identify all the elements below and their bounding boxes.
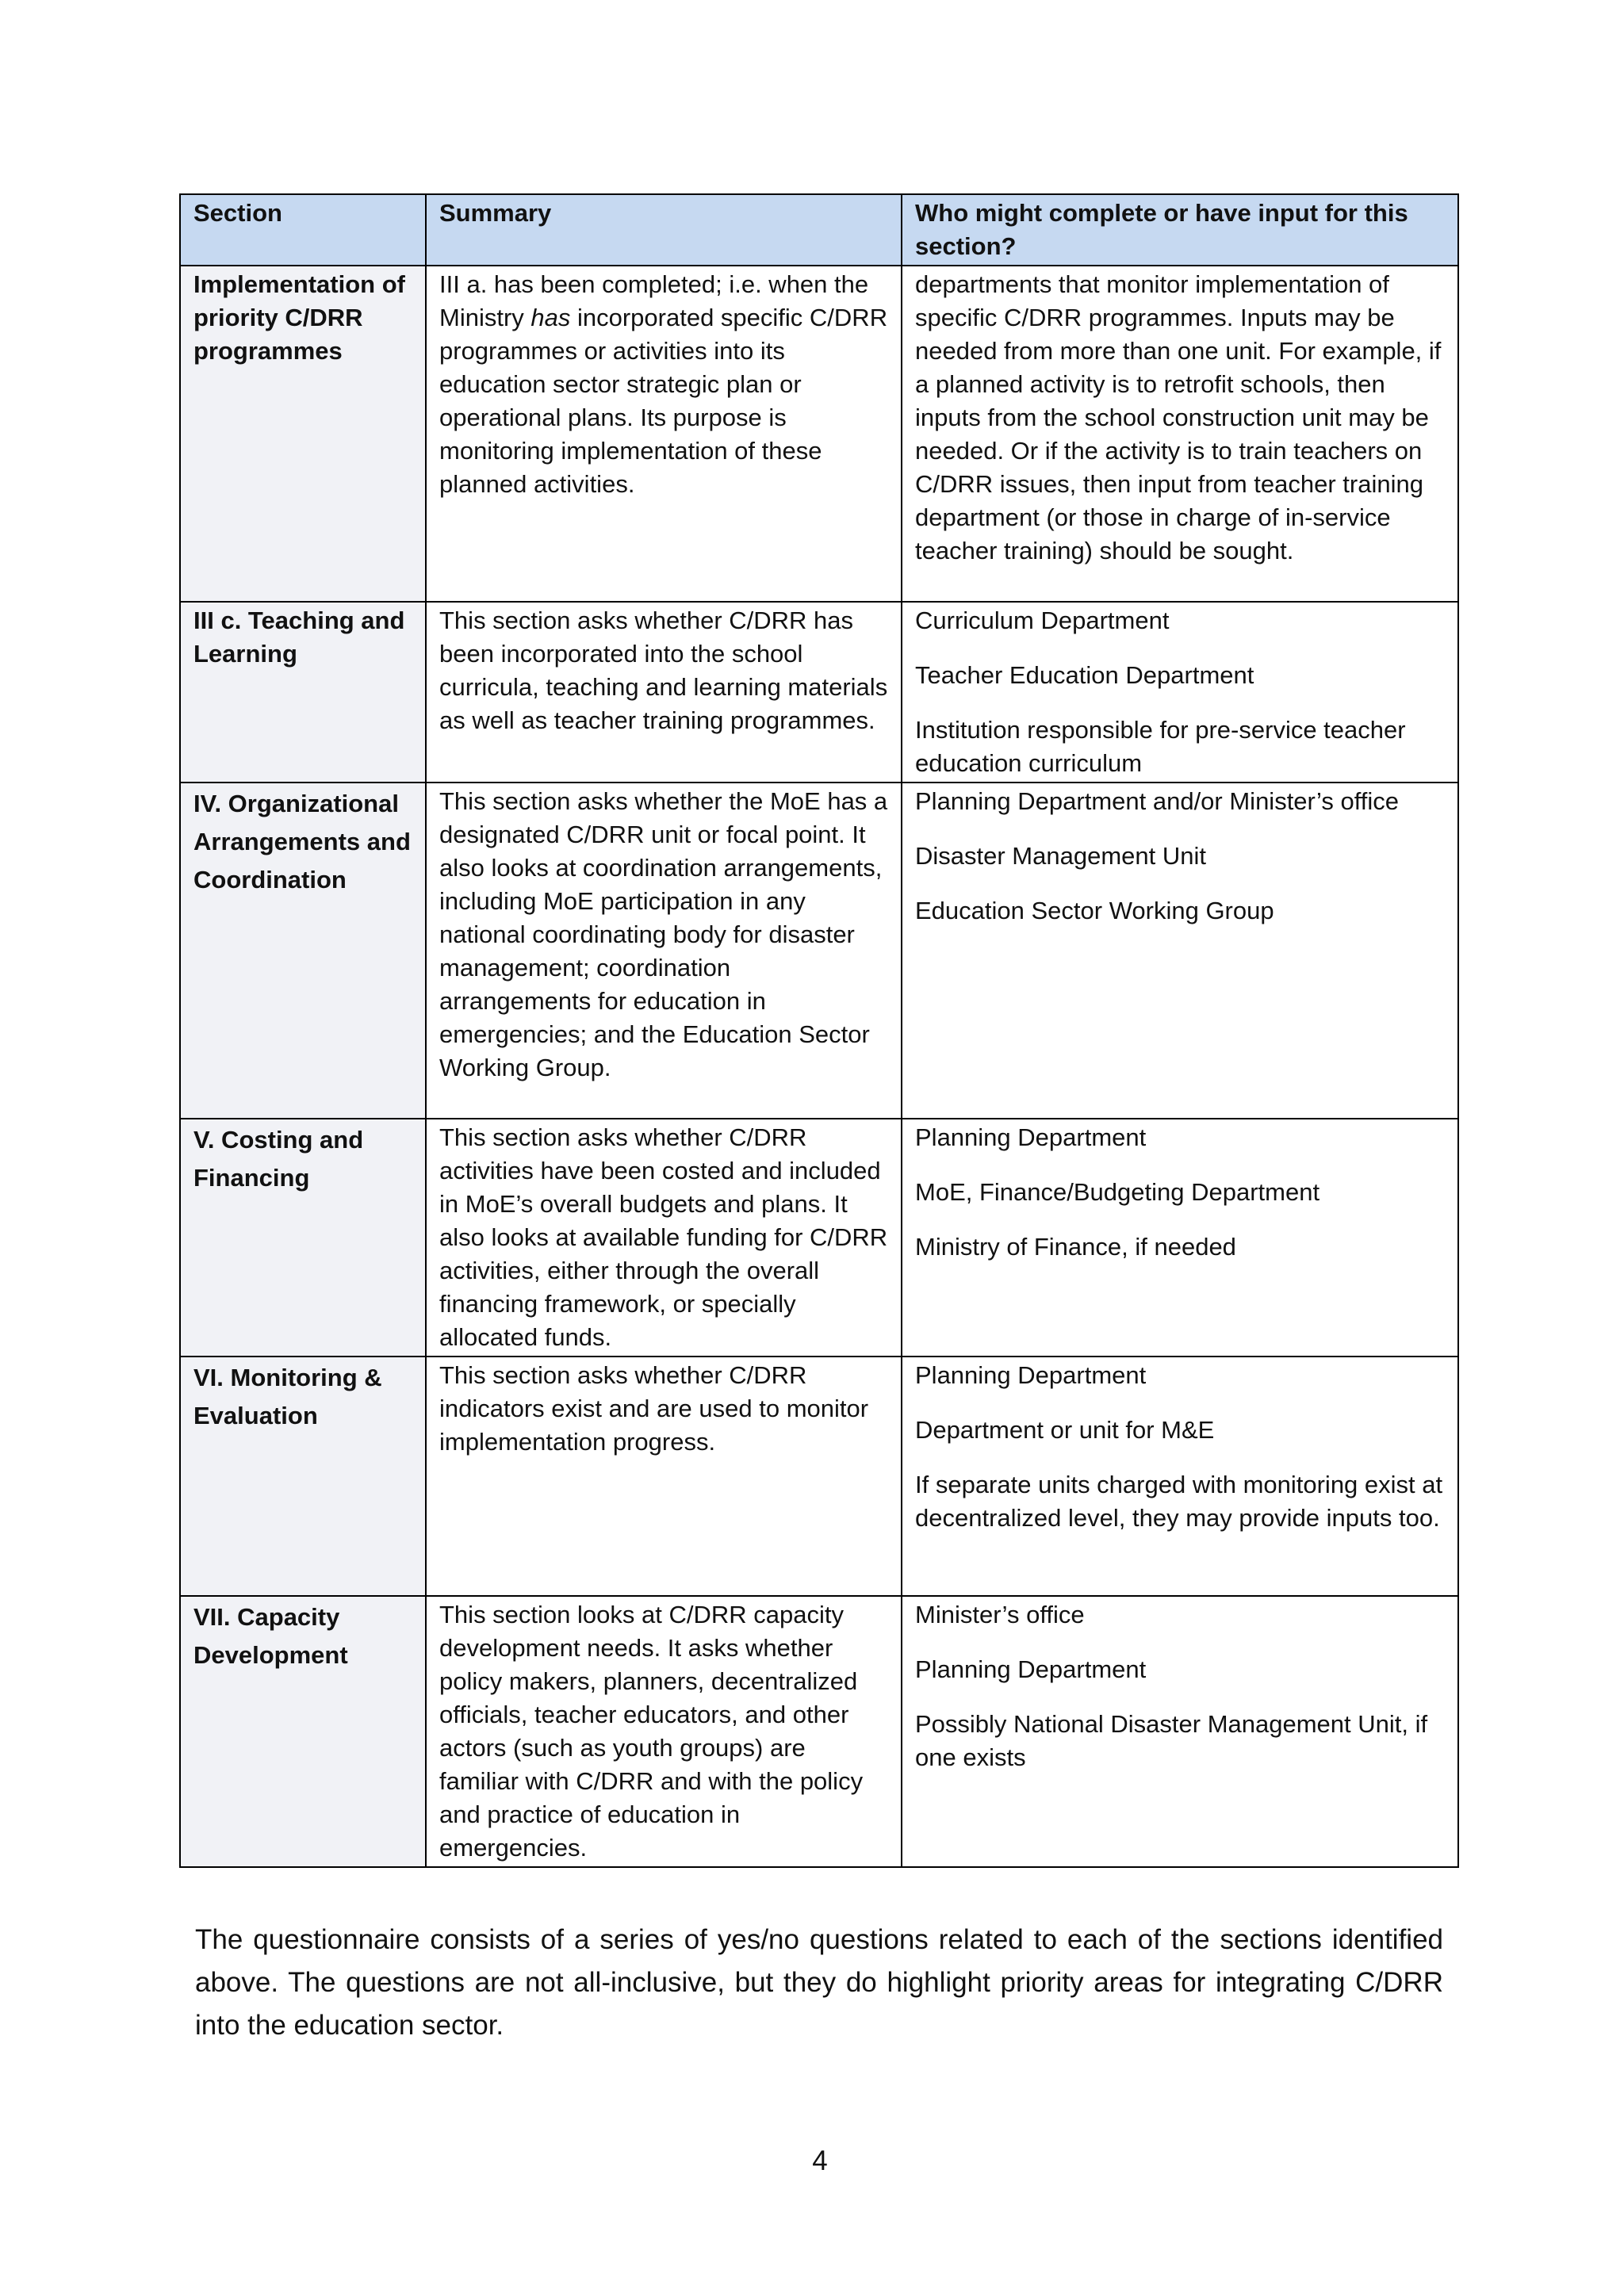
- summary-cell: [426, 266, 902, 602]
- section-cell: V. Costing and Financing: [180, 1119, 426, 1357]
- table-row: [180, 1596, 1458, 1867]
- who-cell: [902, 783, 1458, 1119]
- role-item: Planning Department: [915, 1655, 1147, 1683]
- table-row: [180, 1119, 1458, 1357]
- who-cell: [902, 266, 1458, 602]
- role-item: MoE, Finance/Budgeting Department: [915, 1178, 1320, 1206]
- summary-emphasis: has: [530, 304, 571, 331]
- page-number: 4: [812, 2145, 828, 2176]
- section-cell: VII. Capacity Development: [180, 1596, 426, 1867]
- header-who: Who might complete or have input for this section?: [902, 194, 1458, 266]
- who-cell: [902, 602, 1458, 783]
- section-cell: III c. Teaching and Learning: [180, 602, 426, 783]
- summary-cell: This section asks whether C/DRR has been incorporated into the school curricula, teaching and learning materials as well as teacher training programmes.: [426, 602, 902, 783]
- role-item: Planning Department and/or Minister’s office: [915, 787, 1399, 815]
- role-item: Department or unit for M&E: [915, 1416, 1215, 1444]
- summary-text: incorporated specific C/DRR programmes or activities into its education sector strategic plan or operational plans. Its purpose is monitoring implementation of these planned activities.: [439, 304, 888, 498]
- table-header-row: [180, 194, 1458, 266]
- summary-cell: This section asks whether the MoE has a designated C/DRR unit or focal point. It also looks at coordination arrangements, including MoE participation in any national coordinating body for disaster management; coordination arrangements for education in emergencies; and the Education Sector Working Group.: [426, 783, 902, 1119]
- table-row: [180, 266, 1458, 602]
- table-row: [180, 602, 1458, 783]
- role-item: Planning Department: [915, 1361, 1147, 1389]
- role-item: departments that monitor implementation of specific C/DRR programmes. Inputs may be needed from more than one unit. For example, if a planned activity is to retrofit schools, then inputs from the school construction unit may be needed. Or if the activity is to train teachers on C/DRR issues, then input from teacher training department (or those in charge of in-service teacher training) should be sought.: [915, 270, 1442, 564]
- summary-cell: This section asks whether C/DRR activities have been costed and included in MoE’s overall budgets and plans. It also looks at available funding for C/DRR activities, either through the overall financing framework, or specially allocated funds.: [426, 1119, 902, 1357]
- header-section: Section: [180, 194, 426, 266]
- role-item: Education Sector Working Group: [915, 897, 1274, 924]
- role-item: Ministry of Finance, if needed: [915, 1233, 1236, 1261]
- section-cell: Implementation of priority C/DRR programmes: [180, 266, 426, 602]
- role-item: Planning Department: [915, 1123, 1147, 1151]
- role-item: Possibly National Disaster Management Unit, if one exists: [915, 1710, 1428, 1771]
- who-cell: [902, 1357, 1458, 1596]
- header-summary: Summary: [426, 194, 902, 266]
- section-cell: VI. Monitoring & Evaluation: [180, 1357, 426, 1596]
- who-cell: [902, 1119, 1458, 1357]
- summary-text: III a. has been completed; i.e. when the Ministry: [439, 270, 869, 331]
- summary-cell: This section asks whether C/DRR indicators exist and are used to monitor implementation progress.: [426, 1357, 902, 1596]
- role-item: If separate units charged with monitoring exist at decentralized level, they may provide inputs too.: [915, 1471, 1443, 1532]
- role-item: Institution responsible for pre-service teacher education curriculum: [915, 716, 1406, 777]
- summary-cell: This section looks at C/DRR capacity development needs. It asks whether policy makers, planners, decentralized officials, teacher educators, and other actors (such as youth groups) are familiar with C/DRR and with the policy and practice of education in emergencies.: [426, 1596, 902, 1867]
- role-item: Curriculum Department: [915, 607, 1170, 634]
- sections-table: [179, 193, 1459, 1868]
- role-item: Teacher Education Department: [915, 661, 1254, 689]
- table-row: [180, 783, 1458, 1119]
- table-row: [180, 1357, 1458, 1596]
- section-cell: IV. Organizational Arrangements and Coordination: [180, 783, 426, 1119]
- who-cell: [902, 1596, 1458, 1867]
- role-item: Minister’s office: [915, 1601, 1085, 1628]
- body-paragraph: The questionnaire consists of a series of yes/no questions related to each of the sections identified above. The questions are not all-inclusive, but they do highlight priority areas for integrating C/DRR into the education sector.: [195, 1924, 1443, 2041]
- role-item: Disaster Management Unit: [915, 842, 1206, 870]
